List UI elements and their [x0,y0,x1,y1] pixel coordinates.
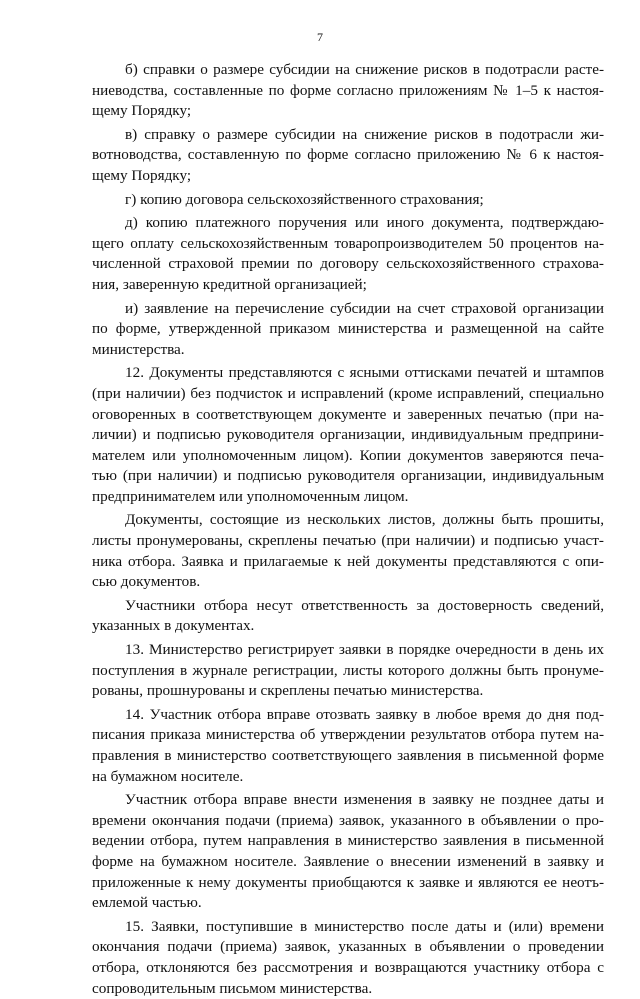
text-line: приложенные к нему документы приобщаются к заявке и являются ее неотъ- [92,873,604,891]
text-line: окончания подачи (приема) заявок, указанных в объявлении о проведении [92,938,604,956]
text-line: ника отбора. Заявка и прилагаемые к ней документы представляются с опи- [92,552,604,570]
text-line: 12. Документы представляются с ясными оттисками печатей и штампов [125,364,604,382]
text-line: мателем или уполномоченным лицом). Копии документов заверяются печа- [92,446,604,464]
text-line: численной страховой премии по договору сельскохозяйственного страхова- [92,255,604,273]
text-line: вотноводства, составленную по форме согласно приложению № 6 к настоя- [92,146,604,164]
text-line: ведении отбора, путем направления в министерство заявления в письменной [92,832,604,850]
text-line: отбора, отклоняются без рассмотрения и возвращаются участнику отбора с [92,958,604,976]
text-line: сопроводительным письмом министерства. [92,979,373,997]
text-line: Участники отбора несут ответственность за достоверность сведений, [125,596,604,614]
text-line: правления в министерство соответствующего заявления в письменной форме [92,747,604,764]
text-line: 15. Заявки, поступившие в министерство после даты и (или) времени [125,917,604,935]
text-line: Документы, состоящие из нескольких листов, должны быть прошиты, [125,511,604,529]
text-line: по форме, утвержденной приказом министерства и размещенной на сайте [92,320,604,338]
text-line: в) справку о размере субсидии на снижение рисков в подотрасли жи- [125,125,604,143]
text-line: 14. Участник отбора вправе отозвать заявку в любое время до дня под- [125,705,604,723]
text-line: тью (при наличии) и подписью руководителя организации, индивидуальным [92,467,604,485]
text-line: щего оплату сельскохозяйственным товаропроизводителем 50 процентов на- [92,234,604,252]
document-body [92,60,604,999]
text-line: щему Порядку; [92,102,192,120]
page-number: 7 [317,30,323,44]
text-line: министерства. [92,340,185,358]
text-line: емлемой частью. [92,894,202,912]
text-line: личии) и подписью руководителя организации, индивидуальным предприни- [92,426,604,444]
text-line: времени окончания подачи (приема) заявок, указанного в объявлении о про- [92,811,604,829]
text-line: б) справки о размере субсидии на снижение рисков в подотрасли расте- [125,61,604,78]
text-line: Участник отбора вправе внести изменения в заявку не позднее даты и [125,791,604,809]
text-line: предпринимателем или уполномоченным лицом. [92,487,409,505]
text-line: щему Порядку; [92,166,192,184]
text-line: ниеводства, составленные по форме согласно приложениям № 1–5 к настоя- [92,81,604,99]
text-line: на бумажном носителе. [92,767,244,785]
text-line: оговоренных в соответствующем документе и заверенных печатью (при на- [92,405,604,423]
text-line: г) копию договора сельскохозяйственного страхования; [125,190,484,208]
text-line: (при наличии) без подчисток и исправлений (кроме исправлений, специально [92,384,604,402]
text-line: и) заявление на перечисление субсидии на счет страховой организации [125,299,604,317]
text-line: рованы, прошнурованы и скреплены печатью министерства. [92,682,484,700]
text-line: 13. Министерство регистрирует заявки в порядке очередности в день их [125,641,604,659]
text-line: указанных в документах. [92,617,255,635]
text-line: поступления в журнале регистрации, листы которого должны быть пронуме- [92,661,604,679]
text-line: д) копию платежного поручения или иного документа, подтверждаю- [125,214,604,232]
text-line: листы пронумерованы, скреплены печатью (при наличии) и подписью участ- [92,532,604,550]
text-line: писания приказа министерства об утверждении результатов отбора путем на- [92,726,604,744]
text-line: ния, заверенную кредитной организацией; [92,275,367,293]
text-line: сью документов. [92,573,201,591]
text-line: форме на бумажном носителе. Заявление о внесении изменений в заявку и [92,852,604,870]
